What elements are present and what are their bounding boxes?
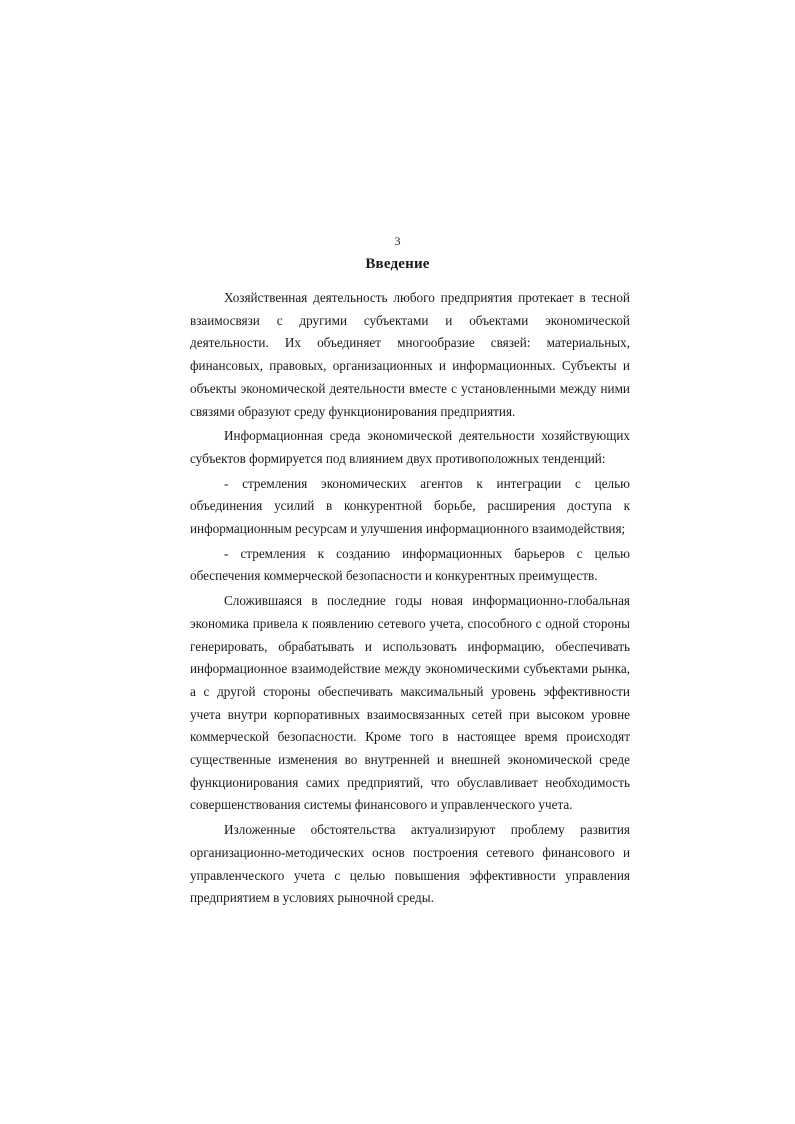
page-number: 3 xyxy=(394,234,401,248)
list-item-barriers: - стремления к созданию информационных барьеров с целью обеспечения коммерческой безопасности и конкурентных преимуществ. xyxy=(190,545,630,584)
list-item-integration: - стремления экономических агентов к интеграции с целью объединения усилий в конкурентной борьбе, расширения доступа к информационным ресурсам и улучшения информационного взаимодействия; xyxy=(190,475,630,537)
paragraph-network-accounting: Сложившаяся в последние годы новая информационно-глобальная экономика привела к появлению сетевого учета, способного с одной стороны генерировать, обрабатывать и использовать информацию, обеспечивать информационное взаимодействие между экономическими субъектами рынка, а с другой стороны обеспечивать максимальный уровень эффективности учета внутри корпоративных взаимосвязанных сетей при высоком уровне коммерческой безопасности. Кроме того в настоящее время происходят существенные изменения во внутренней и внешней экономической среде функционирования самих предприятий, что обуславливает необходимость совершенствования системы финансового и управленческого учета. xyxy=(190,593,630,813)
page-title: Введение xyxy=(365,256,430,272)
paragraph-intro: Хозяйственная деятельность любого предприятия протекает в тесной взаимосвязи с другими субъектами и объектами экономической деятельности. Их объединяет многообразие связей: материальных, финансовых, правовых, организационных и информационных. Субъекты и объекты экономической деятельности вместе с установленными между ними связями образуют среду функционирования предприятия. xyxy=(190,290,630,419)
paragraph-conclusion: Изложенные обстоятельства актуализируют проблему развития организационно-методических основ построения сетевого финансового и управленческого учета с целью повышения эффективности управления предприятием в условиях рыночной среды. xyxy=(190,822,630,906)
body-text xyxy=(190,287,630,912)
paragraph-information-environment: Информационная среда экономической деятельности хозяйствующих субъектов формируется под влиянием двух противоположных тенденций: xyxy=(190,428,630,466)
